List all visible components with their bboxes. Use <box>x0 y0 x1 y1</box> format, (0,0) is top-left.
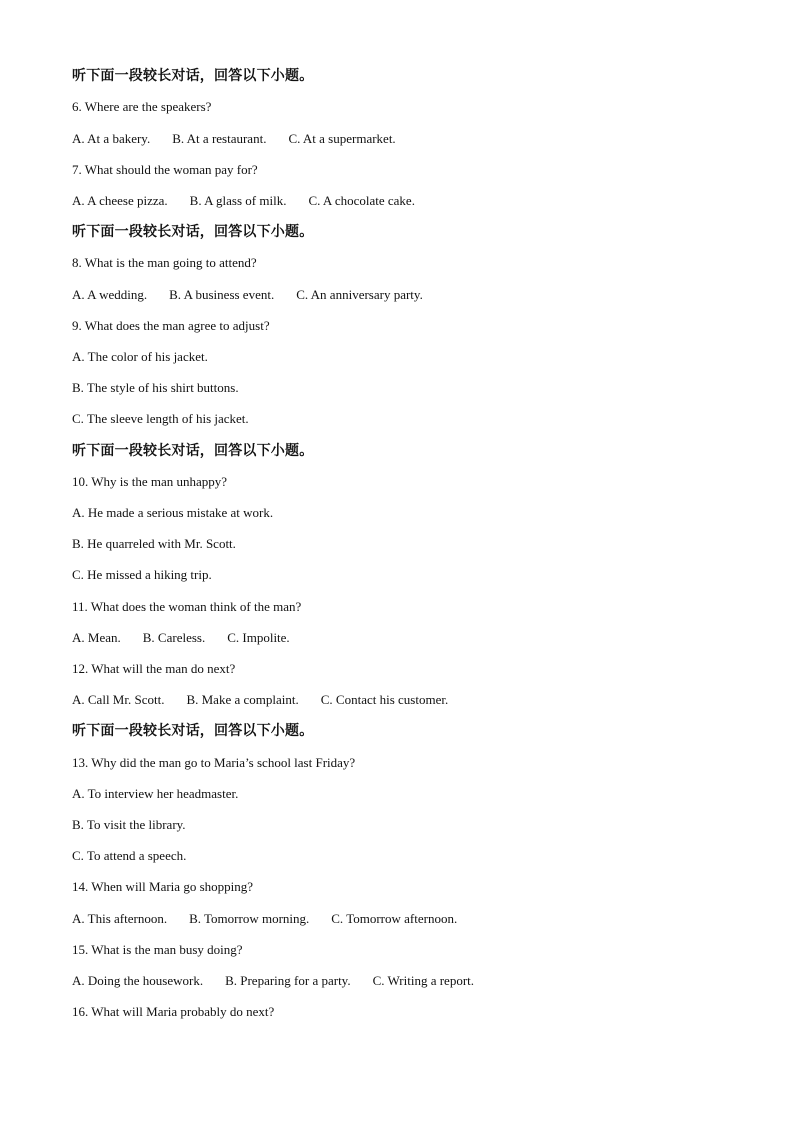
question-9: 9. What does the man agree to adjust? <box>72 318 270 333</box>
option-c: C. Tomorrow afternoon. <box>331 911 458 926</box>
section-heading: 听下面一段较长对话，回答以下小题。 <box>72 68 314 84</box>
option-a: A. A cheese pizza. <box>72 193 168 208</box>
option-a: A. A wedding. <box>72 287 148 302</box>
option-b: B. Tomorrow morning. <box>189 911 310 926</box>
question-6-options <box>72 129 396 149</box>
section-heading: 听下面一段较长对话，回答以下小题。 <box>72 443 314 459</box>
option-b: B. At a restaurant. <box>172 131 267 146</box>
option-b: B. A glass of milk. <box>189 193 287 208</box>
question-13-option-b: B. To visit the library. <box>72 817 186 832</box>
option-c: C. A chocolate cake. <box>308 193 415 208</box>
question-9-option-c: C. The sleeve length of his jacket. <box>72 411 249 426</box>
question-7: 7. What should the woman pay for? <box>72 162 258 177</box>
option-c: C. Contact his customer. <box>320 692 449 707</box>
question-16: 16. What will Maria probably do next? <box>72 1004 275 1019</box>
question-13-option-c: C. To attend a speech. <box>72 848 187 863</box>
option-b: B. Preparing for a party. <box>225 973 351 988</box>
question-14: 14. When will Maria go shopping? <box>72 879 254 894</box>
question-11-options <box>72 628 290 648</box>
question-6: 6. Where are the speakers? <box>72 99 212 114</box>
option-a: A. Doing the housework. <box>72 973 204 988</box>
question-12: 12. What will the man do next? <box>72 661 236 676</box>
option-a: A. Call Mr. Scott. <box>72 692 165 707</box>
option-a: A. This afternoon. <box>72 911 168 926</box>
option-a: A. Mean. <box>72 630 121 645</box>
question-12-options <box>72 690 448 710</box>
option-b: B. Careless. <box>142 630 206 645</box>
option-a: A. At a bakery. <box>72 131 151 146</box>
section-heading: 听下面一段较长对话，回答以下小题。 <box>72 723 314 739</box>
question-10-option-c: C. He missed a hiking trip. <box>72 567 212 582</box>
option-c: C. Writing a report. <box>372 973 475 988</box>
option-b: B. Make a complaint. <box>186 692 299 707</box>
option-c: C. Impolite. <box>227 630 290 645</box>
question-7-options <box>72 191 415 211</box>
question-10: 10. Why is the man unhappy? <box>72 474 228 489</box>
question-8-options <box>72 285 423 305</box>
question-14-options <box>72 909 457 929</box>
option-c: C. An anniversary party. <box>296 287 423 302</box>
section-heading: 听下面一段较长对话，回答以下小题。 <box>72 224 314 240</box>
question-13: 13. Why did the man go to Maria’s school last Friday? <box>72 755 356 770</box>
question-11: 11. What does the woman think of the man? <box>72 599 302 614</box>
question-8: 8. What is the man going to attend? <box>72 255 257 270</box>
question-10-option-b: B. He quarreled with Mr. Scott. <box>72 536 236 551</box>
question-15-options <box>72 971 474 991</box>
question-10-option-a: A. He made a serious mistake at work. <box>72 505 274 520</box>
option-c: C. At a supermarket. <box>288 131 396 146</box>
option-b: B. A business event. <box>169 287 275 302</box>
question-15: 15. What is the man busy doing? <box>72 942 243 957</box>
question-9-option-a: A. The color of his jacket. <box>72 349 208 364</box>
question-9-option-b: B. The style of his shirt buttons. <box>72 380 239 395</box>
question-13-option-a: A. To interview her headmaster. <box>72 786 239 801</box>
